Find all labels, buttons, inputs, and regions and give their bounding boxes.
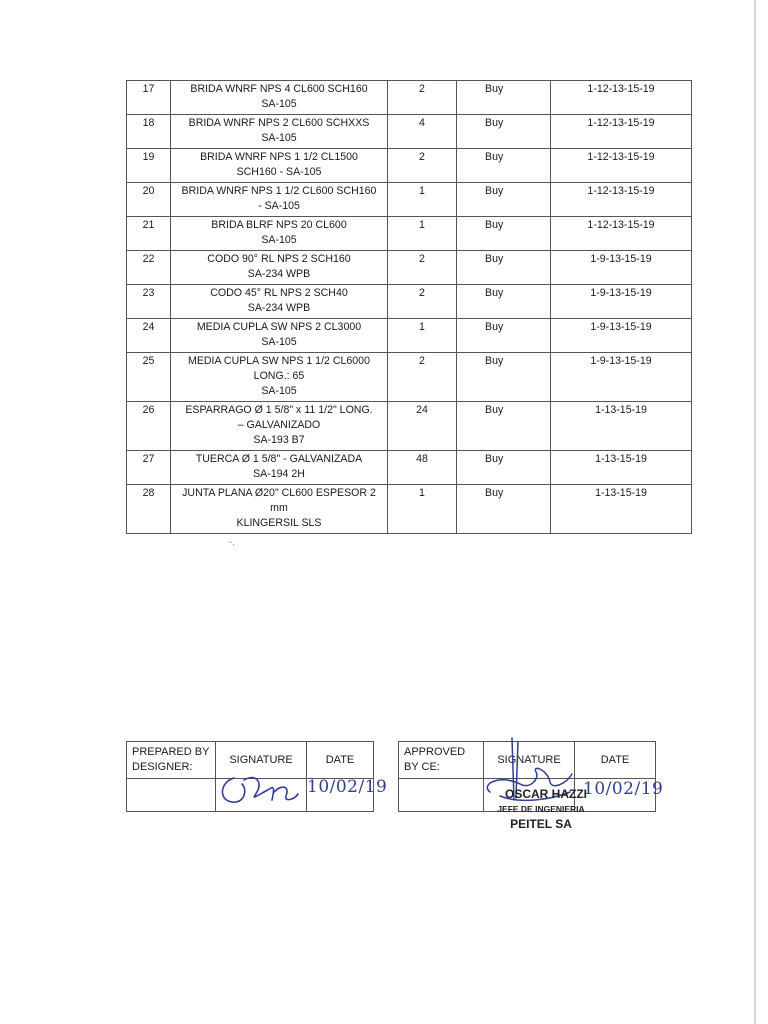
item-number-cell: 26 xyxy=(127,402,171,451)
reference-cell: 1-12-13-15-19 xyxy=(551,115,692,149)
table-row xyxy=(127,183,692,217)
description-cell xyxy=(171,451,388,485)
prepared-blank-cell xyxy=(127,779,216,812)
action-cell: Buy xyxy=(457,285,551,319)
action-cell: Buy xyxy=(457,451,551,485)
table-row xyxy=(127,402,692,451)
table-row xyxy=(127,319,692,353)
reference-cell: 1-13-15-19 xyxy=(551,402,692,451)
description-line: SA-105 xyxy=(261,336,297,348)
item-number-cell: 20 xyxy=(127,183,171,217)
description-line: mm xyxy=(270,502,288,514)
description-cell xyxy=(171,353,388,402)
approved-date-handwritten: 10/02/19 xyxy=(583,779,664,799)
reference-cell: 1-9-13-15-19 xyxy=(551,353,692,402)
approved-role-label: APPROVED BY CE: xyxy=(399,742,484,779)
description-line: - SA-105 xyxy=(258,200,300,212)
description-line: MEDIA CUPLA SW NPS 2 CL3000 xyxy=(196,321,362,333)
action-cell: Buy xyxy=(457,251,551,285)
description-line: SA-105 xyxy=(261,98,297,110)
description-line: SA-234 WPB xyxy=(247,268,311,280)
description-line: CODO 90° RL NPS 2 SCH160 xyxy=(207,253,351,265)
approved-signature-scribble xyxy=(470,734,580,814)
page-edge xyxy=(754,0,756,1024)
quantity-cell: 4 xyxy=(388,115,457,149)
reference-cell: 1-13-15-19 xyxy=(551,485,692,534)
description-line: BRIDA BLRF NPS 20 CL600 xyxy=(211,219,347,231)
description-line: SA-194 2H xyxy=(253,468,305,480)
description-cell xyxy=(171,319,388,353)
stray-mark: ~, xyxy=(228,538,235,547)
action-cell: Buy xyxy=(457,402,551,451)
reference-cell: 1-12-13-15-19 xyxy=(551,81,692,115)
description-line: TUERCA Ø 1 5/8" - GALVANIZADA xyxy=(195,453,363,465)
description-cell xyxy=(171,81,388,115)
quantity-cell: 2 xyxy=(388,285,457,319)
description-line: BRIDA WNRF NPS 1 1/2 CL600 SCH160 xyxy=(181,185,377,197)
reference-cell: 1-9-13-15-19 xyxy=(551,285,692,319)
item-number-cell: 18 xyxy=(127,115,171,149)
approved-signature-label: SIGNATURE xyxy=(484,742,575,779)
quantity-cell: 2 xyxy=(388,149,457,183)
action-cell: Buy xyxy=(457,149,551,183)
description-line: ESPARRAGO Ø 1 5/8" x 11 1/2" LONG. xyxy=(185,404,373,416)
action-cell: Buy xyxy=(457,353,551,402)
description-line: SA-105 xyxy=(261,385,297,397)
prepared-signature-scribble xyxy=(214,770,304,810)
table-row xyxy=(127,217,692,251)
item-number-cell: 23 xyxy=(127,285,171,319)
prepared-date-handwritten: 10/02/19 xyxy=(307,777,388,797)
description-cell xyxy=(171,149,388,183)
description-line: SA-234 WPB xyxy=(247,302,311,314)
item-number-cell: 25 xyxy=(127,353,171,402)
table-row xyxy=(127,251,692,285)
approved-date-label: DATE xyxy=(575,742,656,779)
quantity-cell: 1 xyxy=(388,319,457,353)
quantity-cell: 2 xyxy=(388,251,457,285)
description-line: SA-193 B7 xyxy=(253,434,305,446)
quantity-cell: 1 xyxy=(388,183,457,217)
reference-cell: 1-12-13-15-19 xyxy=(551,217,692,251)
action-cell: Buy xyxy=(457,183,551,217)
item-number-cell: 27 xyxy=(127,451,171,485)
table-row xyxy=(127,353,692,402)
description-cell xyxy=(171,217,388,251)
action-cell: Buy xyxy=(457,319,551,353)
action-cell: Buy xyxy=(457,485,551,534)
action-cell: Buy xyxy=(457,217,551,251)
description-line: KLINGERSIL SLS xyxy=(236,517,322,529)
quantity-cell: 2 xyxy=(388,353,457,402)
reference-cell: 1-9-13-15-19 xyxy=(551,251,692,285)
quantity-cell: 1 xyxy=(388,485,457,534)
description-line: MEDIA CUPLA SW NPS 1 1/2 CL6000 xyxy=(188,355,370,367)
action-cell: Buy xyxy=(457,81,551,115)
description-cell xyxy=(171,285,388,319)
quantity-cell: 48 xyxy=(388,451,457,485)
description-line: BRIDA WNRF NPS 4 CL600 SCH160 xyxy=(190,83,368,95)
stamp-company: PEITEL SA xyxy=(510,817,572,831)
materials-table-body xyxy=(127,81,692,534)
quantity-cell: 2 xyxy=(388,81,457,115)
description-line: – GALVANIZADO xyxy=(237,419,321,431)
reference-cell: 1-9-13-15-19 xyxy=(551,319,692,353)
action-cell: Buy xyxy=(457,115,551,149)
description-line: SA-105 xyxy=(261,132,297,144)
stamp-name: OSCAR HAZZI xyxy=(505,787,587,801)
description-cell xyxy=(171,402,388,451)
table-row xyxy=(127,285,692,319)
description-line: CODO 45° RL NPS 2 SCH40 xyxy=(210,287,348,299)
materials-table xyxy=(126,80,692,534)
reference-cell: 1-12-13-15-19 xyxy=(551,149,692,183)
description-cell xyxy=(171,115,388,149)
item-number-cell: 17 xyxy=(127,81,171,115)
description-cell xyxy=(171,183,388,217)
reference-cell: 1-13-15-19 xyxy=(551,451,692,485)
description-line: LONG.: 65 xyxy=(253,370,305,382)
description-cell xyxy=(171,251,388,285)
quantity-cell: 24 xyxy=(388,402,457,451)
item-number-cell: 24 xyxy=(127,319,171,353)
table-row xyxy=(127,115,692,149)
description-line: BRIDA WNRF NPS 1 1/2 CL1500 xyxy=(200,151,358,163)
table-row xyxy=(127,451,692,485)
table-row xyxy=(127,149,692,183)
reference-cell: 1-12-13-15-19 xyxy=(551,183,692,217)
item-number-cell: 21 xyxy=(127,217,171,251)
table-row xyxy=(127,81,692,115)
description-line: JUNTA PLANA Ø20" CL600 ESPESOR 2 xyxy=(182,487,376,499)
item-number-cell: 22 xyxy=(127,251,171,285)
description-line: SCH160 - SA-105 xyxy=(236,166,322,178)
description-line: BRIDA WNRF NPS 2 CL600 SCHXXS xyxy=(188,117,370,129)
quantity-cell: 1 xyxy=(388,217,457,251)
prepared-signature-label: SIGNATURE xyxy=(216,742,307,779)
description-cell xyxy=(171,485,388,534)
table-row xyxy=(127,485,692,534)
description-line: SA-105 xyxy=(261,234,297,246)
prepared-role-label: PREPARED BY DESIGNER: xyxy=(127,742,216,779)
item-number-cell: 19 xyxy=(127,149,171,183)
prepared-date-label: DATE xyxy=(307,742,374,779)
item-number-cell: 28 xyxy=(127,485,171,534)
stamp-title: JEFE DE INGENIERIA xyxy=(497,804,585,814)
